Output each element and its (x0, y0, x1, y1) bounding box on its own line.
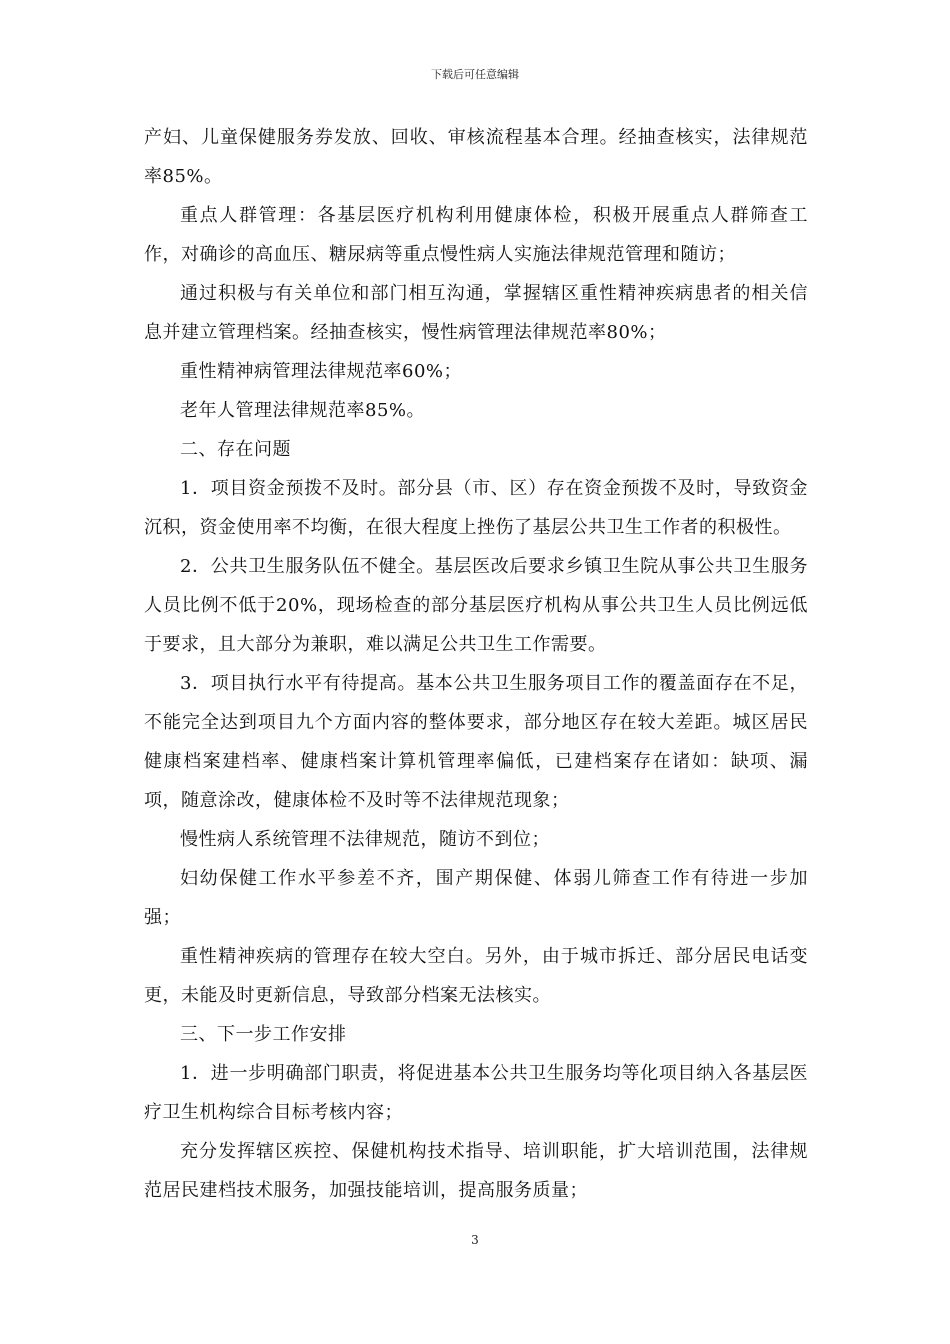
paragraph: 产妇、儿童保健服务券发放、回收、审核流程基本合理。经抽查核实，法律规范率85%。 (144, 127, 808, 187)
paragraph: 通过积极与有关单位和部门相互沟通，掌握辖区重性精神疾病患者的相关信息并建立管理档案。经抽查核实，慢性病管理法律规范率80%； (144, 283, 808, 343)
section-heading: 三、下一步工作安排 (180, 1024, 347, 1045)
paragraph: 2．公共卫生服务队伍不健全。基层医改后要求乡镇卫生院从事公共卫生服务人员比例不低于20%，现场检查的部分基层医疗机构从事公共卫生人员比例远低于要求，且大部分为兼职，难以满足公共卫生工作需要。 (144, 556, 808, 655)
paragraph: 老年人管理法律规范率85%。 (180, 400, 426, 421)
page-header: 下载后可任意编辑 (431, 68, 519, 81)
paragraph: 1．项目资金预拨不及时。部分县（市、区）存在资金预拨不及时，导致资金沉积，资金使用率不均衡，在很大程度上挫伤了基层公共卫生工作者的积极性。 (144, 478, 808, 538)
page-number: 3 (471, 1233, 479, 1247)
paragraph: 1．进一步明确部门职责，将促进基本公共卫生服务均等化项目纳入各基层医疗卫生机构综合目标考核内容； (144, 1063, 808, 1123)
paragraph: 重点人群管理：各基层医疗机构利用健康体检，积极开展重点人群筛查工作，对确诊的高血压、糖尿病等重点慢性病人实施法律规范管理和随访； (144, 205, 808, 265)
paragraph: 充分发挥辖区疾控、保健机构技术指导、培训职能，扩大培训范围，法律规范居民建档技术服务，加强技能培训，提高服务质量； (144, 1141, 808, 1201)
paragraph: 重性精神疾病的管理存在较大空白。另外，由于城市拆迁、部分居民电话变更，未能及时更新信息，导致部分档案无法核实。 (144, 946, 808, 1006)
paragraph: 3．项目执行水平有待提高。基本公共卫生服务项目工作的覆盖面存在不足，不能完全达到项目九个方面内容的整体要求，部分地区存在较大差距。城区居民健康档案建档率、健康档案计算机管理率偏低，已建档案存在诸如：缺项、漏项，随意涂改，健康体检不及时等不法律规范现象； (144, 673, 808, 811)
paragraph: 妇幼保健工作水平参差不齐，围产期保健、体弱儿筛查工作有待进一步加强； (144, 868, 808, 928)
section-heading: 二、存在问题 (180, 439, 291, 460)
paragraph: 慢性病人系统管理不法律规范，随访不到位； (180, 829, 550, 850)
document-body (144, 118, 808, 1210)
paragraph: 重性精神病管理法律规范率60%； (180, 361, 463, 382)
